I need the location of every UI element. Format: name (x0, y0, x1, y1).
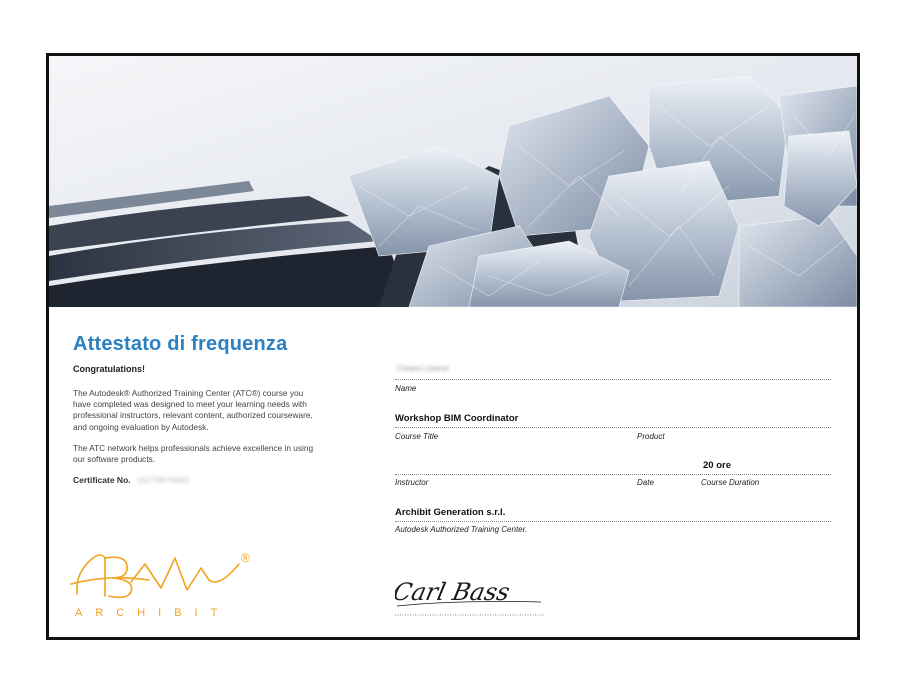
signature (395, 566, 545, 621)
course-title-value: Workshop BIM Coordinator (395, 413, 519, 424)
product-label: Product (637, 432, 665, 441)
registered-mark: ® (241, 551, 250, 565)
certificate-number-label: Certificate No. (73, 475, 131, 486)
name-label: Name (395, 384, 417, 393)
instructor-row (395, 457, 831, 475)
training-center-label: Autodesk Authorized Training Center. (395, 525, 528, 534)
duration-value: 20 ore (703, 460, 731, 471)
certificate-text-block (73, 333, 323, 485)
course-title-label: Course Title (395, 432, 439, 441)
instructor-label: Instructor (395, 478, 429, 487)
logo-text: ARCHIBIT (75, 607, 231, 619)
network-description: The ATC network helps professionals achieve excellence in using our software products. (73, 442, 314, 465)
duration-label: Course Duration (701, 478, 760, 487)
name-value: Chiara Lorenzi (397, 364, 450, 373)
training-center-row (395, 504, 831, 522)
course-description: The Autodesk® Authorized Training Center (ATC®) course you have completed was designed to meet your learning needs with professional instructors, relevant content, authorized courseware, and ongoing evaluation by Autodesk. (73, 388, 313, 432)
congratulations-heading: Congratulations! (73, 364, 145, 374)
certificate-number (73, 475, 323, 485)
certificate-title: Attestato di frequenza (73, 333, 288, 355)
certificate-number-value: 16279876843 (137, 475, 190, 486)
name-row (395, 362, 831, 380)
signature-text: Carl Bass (395, 577, 513, 606)
banner-image (49, 56, 857, 307)
course-title-row (395, 410, 831, 428)
date-label: Date (637, 478, 654, 487)
training-center-value: Archibit Generation s.r.l. (395, 507, 506, 518)
certificate-frame (46, 53, 860, 640)
archibit-logo (69, 544, 279, 624)
